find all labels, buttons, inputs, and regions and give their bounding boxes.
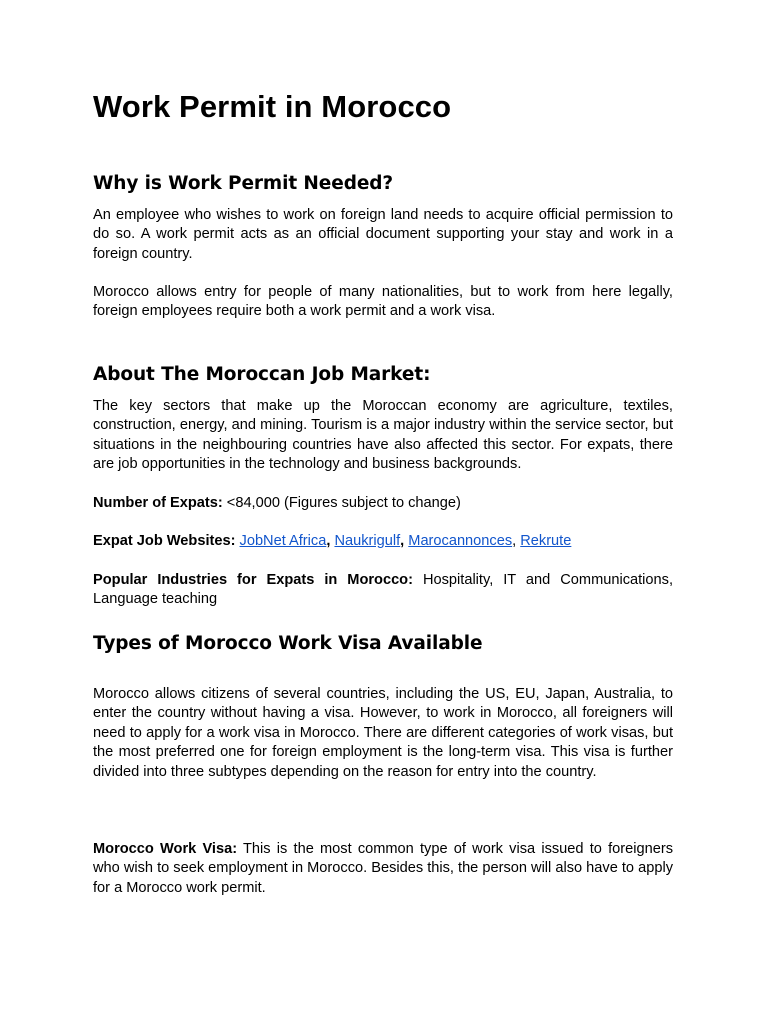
job-websites-label: Expat Job Websites: xyxy=(93,533,236,549)
expats-count-label: Number of Expats: xyxy=(93,495,223,511)
link-marocannonces[interactable]: Marocannonces xyxy=(408,533,513,549)
paragraph-why-2: Morocco allows entry for people of many nationalities, but to work from here legally, foreign employees require both a work permit and a work visa. xyxy=(93,284,673,320)
morocco-work-visa-text: This is the most common type of work visa issued to foreigners who wish to seek employment in Morocco. Besides this, the person will also have to apply for a Morocco work permit. xyxy=(93,841,673,896)
paragraph-types-1: Morocco allows citizens of several countries, including the US, EU, Japan, Australia, to enter the country without having a visa. However, to work in Morocco, all foreigners will need to apply for a work visa in Morocco. There are different categories of work visas, but the most preferred one for foreign employment is the long-term visa. This visa is further divided into three subtypes depending on the reason for entry into the country. xyxy=(93,686,673,780)
link-naukrigulf[interactable]: Naukrigulf xyxy=(334,533,401,549)
link-jobnet-africa[interactable]: JobNet Africa xyxy=(239,533,327,549)
link-separator: , xyxy=(512,533,517,549)
popular-industries-line xyxy=(93,571,673,610)
job-websites-line xyxy=(93,532,673,551)
section-heading-types: Types of Morocco Work Visa Available xyxy=(93,633,483,654)
page-title: Work Permit in Morocco xyxy=(93,89,452,124)
expats-count-value: <84,000 (Figures subject to change) xyxy=(222,495,461,511)
section-heading-market: About The Moroccan Job Market: xyxy=(93,364,431,385)
link-separator: , xyxy=(400,533,405,549)
expats-count-line xyxy=(93,494,673,513)
paragraph-why-1: An employee who wishes to work on foreign land needs to acquire official permission to do so. A work permit acts as an official document supporting your stay and work in a foreign country. xyxy=(93,207,673,262)
popular-industries-label: Popular Industries for Expats in Morocco: xyxy=(93,572,413,588)
morocco-work-visa-label: Morocco Work Visa: xyxy=(93,841,238,857)
popular-industries-value: Hospitality, IT and Communications, Language teaching xyxy=(93,572,673,608)
link-separator: , xyxy=(326,533,331,549)
paragraph-market-1: The key sectors that make up the Moroccan economy are agriculture, textiles, construction, energy, and mining. Tourism is a major industry within the service sector, but situations in the neighbouring countries have also affected this sector. For expats, there are job opportunities in the technology and business backgrounds. xyxy=(93,398,673,473)
section-heading-why: Why is Work Permit Needed? xyxy=(93,173,394,194)
link-rekrute[interactable]: Rekrute xyxy=(520,533,572,549)
morocco-work-visa-paragraph xyxy=(93,840,673,898)
